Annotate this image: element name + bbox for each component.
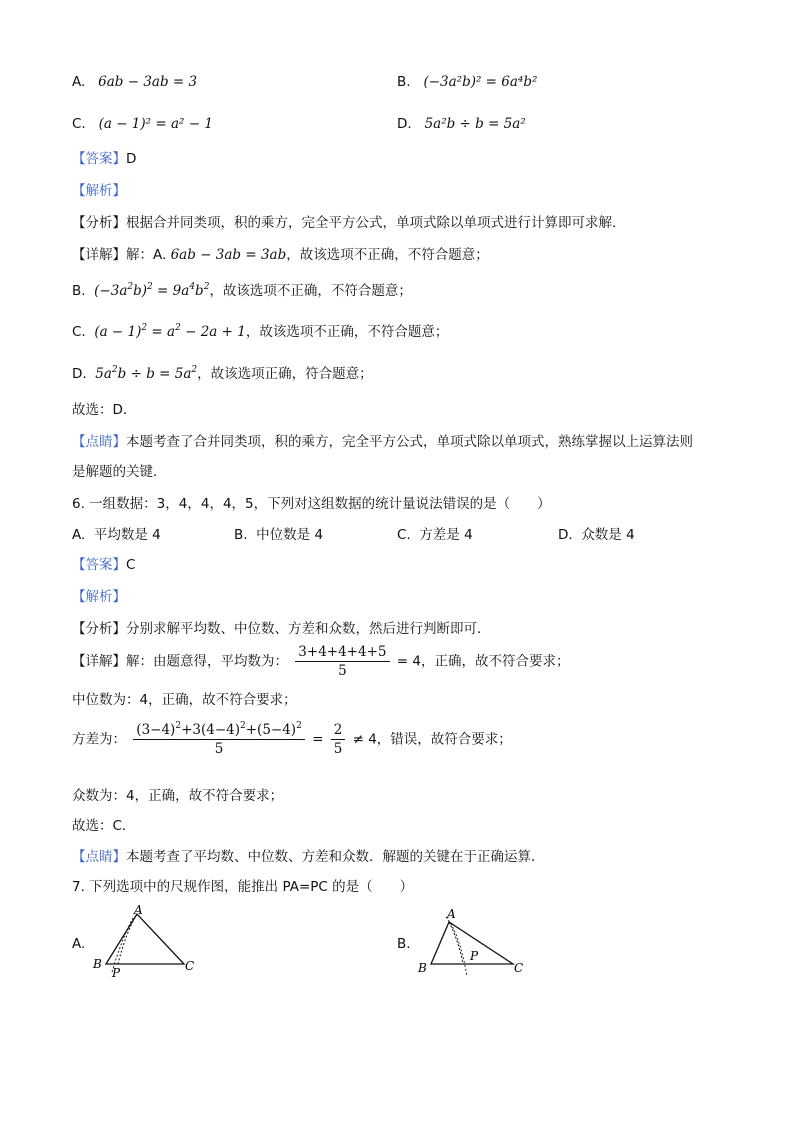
q5-option-c: C. (a − 1)² = a² − 1	[72, 116, 213, 132]
label-b: B	[93, 957, 102, 971]
label-c: C	[185, 959, 195, 973]
q7-option-a-label: A.	[72, 936, 86, 952]
q7-option-b-figure	[413, 902, 533, 982]
q6-dianjing: 【点睛】本题考查了平均数、中位数、方差和众数．解题的关键在于正确运算．	[72, 849, 545, 865]
q6-jiexi: 【解析】	[72, 589, 126, 605]
q5-dianjing-2: 是解题的关键．	[72, 464, 167, 480]
q5-option-b: B. (−3a²b)² = 6a⁴b²	[397, 74, 538, 90]
q6-variance-result-fraction: $\frac{2}{5}$	[331, 722, 346, 757]
q5-xiangjie-c: C. $(a - 1)^2 = a^2 - 2a + 1$，故该选项不正确，不符合题意；	[72, 323, 449, 340]
q6-option-b: B. 中位数是 4	[234, 527, 324, 543]
label-c: C	[514, 961, 524, 975]
q5-option-d-expr: 5a²b ÷ b = 5a²	[424, 116, 526, 132]
q6-mean: 【详解】解：由题意得，平均数为： $\frac{3+4+4+4+5}{5}$ = 4，正确，故不符合要求；	[72, 644, 570, 679]
q7-option-a-figure	[88, 902, 208, 982]
label-p: P	[112, 966, 121, 980]
label-a: A	[134, 903, 143, 917]
q5-dianjing-1: 【点睛】本题考查了合并同类项，积的乘方，完全平方公式，单项式除以单项式，熟练掌握以上运算法则	[72, 434, 693, 450]
q5-jiexi: 【解析】	[72, 183, 126, 199]
q5-step-d-expr: $5a^2b \div b = 5a^2$	[95, 365, 198, 382]
q6-fenxi: 【分析】分别求解平均数、中位数、方差和众数，然后进行判断即可．	[72, 621, 491, 637]
q6-guxuan: 故选：C．	[72, 818, 136, 834]
q6-option-d: D. 众数是 4	[558, 527, 635, 543]
q6-mode: 众数为：4，正确，故不符合要求；	[72, 788, 284, 804]
arc-line	[449, 922, 463, 964]
q5-xiangjie-b: B. $(-3a^2b)^2 = 9a^4b^2$，故该选项不正确，不符合题意；	[72, 282, 412, 299]
q5-guxuan: 故选：D．	[72, 402, 137, 418]
q6-answer: 【答案】C	[72, 557, 136, 573]
q7-stem: 7. 下列选项中的尺规作图，能推出 PA=PC 的是（ ）	[72, 879, 414, 895]
q5-fenxi: 【分析】根据合并同类项，积的乘方，完全平方公式，单项式除以单项式进行计算即可求解．	[72, 215, 626, 231]
label-a: A	[447, 907, 456, 921]
q5-option-d: D. 5a²b ÷ b = 5a²	[397, 116, 526, 132]
q5-step-b-expr: $(-3a^2b)^2 = 9a^4b^2$	[94, 282, 210, 299]
q7-option-b-label: B.	[397, 936, 411, 952]
label-p: P	[470, 949, 479, 963]
q6-stem: 6. 一组数据：3，4，4，4，5，下列对这组数据的统计量说法错误的是（ ）	[72, 496, 551, 512]
q5-option-c-expr: (a − 1)² = a² − 1	[98, 116, 213, 132]
q6-mean-fraction: $\frac{3+4+4+4+5}{5}$	[295, 644, 389, 679]
q6-option-a: A. 平均数是 4	[72, 527, 161, 543]
q6-option-c: C. 方差是 4	[397, 527, 473, 543]
q5-step-a-expr: 6ab − 3ab = 3ab	[170, 247, 287, 263]
q6-variance: 方差为： $\frac{(3-4)^2+3(4-4)^2+(5-4)^2}{5}$ = $\frac{2}{5}$ ≠ 4，错误，故符合要求；	[72, 721, 512, 757]
q5-xiangjie-a: 【详解】解：A. 6ab − 3ab = 3ab，故该选项不正确，不符合题意；	[72, 247, 489, 263]
q6-variance-fraction: $\frac{(3-4)^2+3(4-4)^2+(5-4)^2}{5}$	[133, 722, 305, 757]
q5-step-c-expr: $(a - 1)^2 = a^2 - 2a + 1$	[94, 323, 246, 340]
compass-arc	[446, 917, 467, 976]
q5-option-a: A. 6ab − 3ab = 3	[72, 74, 198, 90]
q5-option-a-expr: 6ab − 3ab = 3	[98, 74, 198, 90]
label-b: B	[418, 961, 427, 975]
q5-xiangjie-d: D. $5a^2b \div b = 5a^2$，故该选项正确，符合题意；	[72, 365, 373, 382]
q5-option-b-expr: (−3a²b)² = 6a⁴b²	[423, 74, 538, 90]
q5-answer: 【答案】D	[72, 151, 137, 167]
triangle-abc	[106, 914, 184, 964]
q6-median: 中位数为：4，正确，故不符合要求；	[72, 692, 297, 708]
